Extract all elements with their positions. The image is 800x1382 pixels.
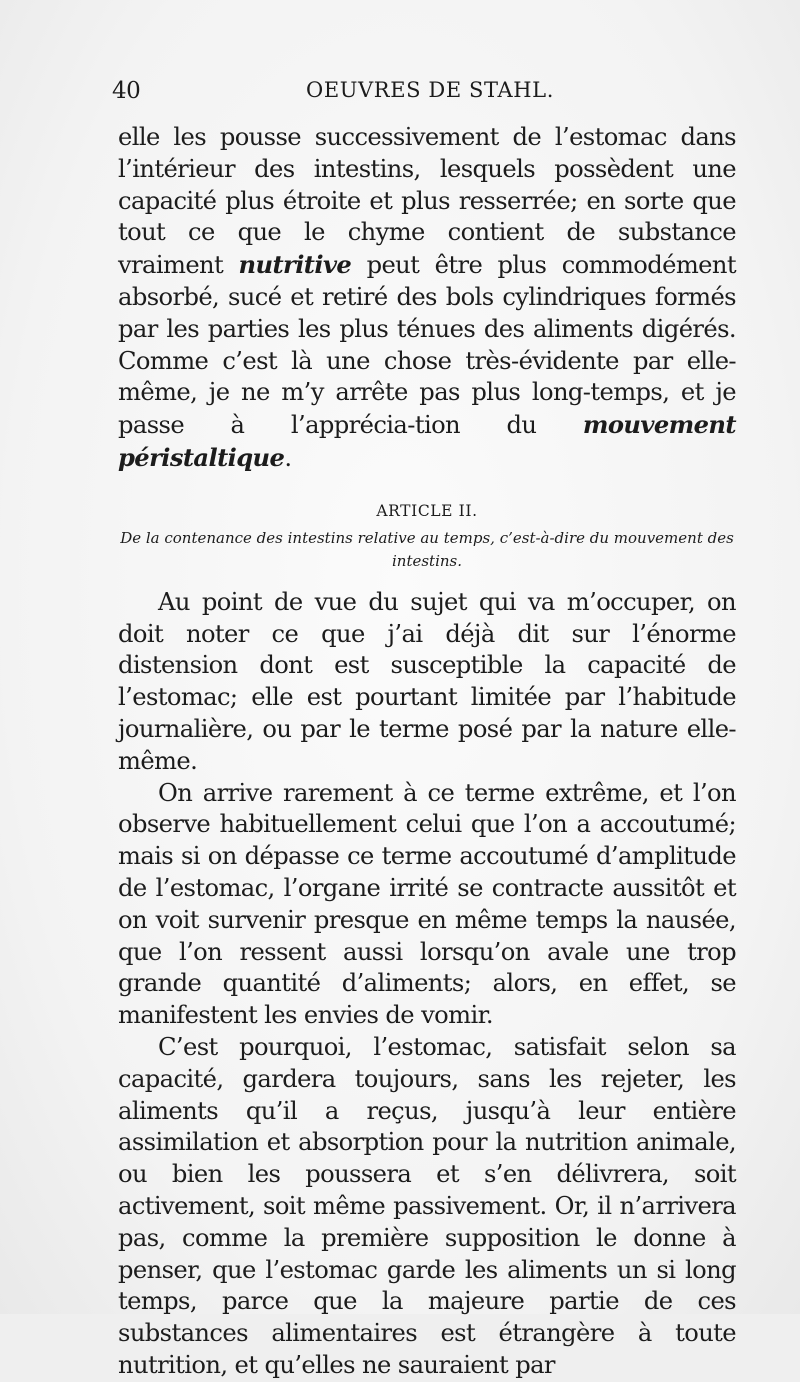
paragraph-1-emphasis-nutritive: nutritive xyxy=(238,250,352,280)
article-subtitle: De la contenance des intestins relative au temps, c’est-à-dire du mouvement des intestins. xyxy=(120,528,734,570)
body-text xyxy=(118,122,736,1382)
article-heading: ARTICLE II. xyxy=(376,501,478,520)
paragraph-1-text-c: . xyxy=(284,443,292,472)
page-number: 40 xyxy=(112,78,141,104)
running-title: OEUVRES DE STAHL. xyxy=(306,78,554,102)
paragraph-1-text-a: elle les pousse successivement de l’estomac dans l’intérieur des intestins, lesquels possèdent une capacité plus étroite et plus resserrée; en sorte que tout ce que le chyme contient de substance vraiment xyxy=(118,123,736,280)
paragraph-1-text-b: peut être plus commodément absorbé, sucé et retiré des bols cylindriques formés par les parties les plus ténues des aliments digérés. Comme c’est là une chose très-évidente par elle-même, je ne m’y arrête pas plus long-temps, et je passe à l’apprécia-tion du xyxy=(118,251,736,440)
paragraph-2: Au point de vue du sujet qui va m’occuper, on doit noter ce que j’ai déjà dit sur l’énorme distension dont est susceptible la capacité de l’estomac; elle est pourtant limitée par l’habitude journalière, ou par le terme posé par la nature elle-même. xyxy=(118,587,736,775)
paragraph-3: On arrive rarement à ce terme extrême, et l’on observe habituellement celui que l’on a accoutumé; mais si on dépasse ce terme accoutumé d’amplitude de l’estomac, l’organe irrité se contracte aussitôt et on voit survenir presque en même temps la nausée, que l’on ressent aussi lorsqu’on avale une trop grande quantité d’aliments; alors, en effet, se manifestent les envies de vomir. xyxy=(118,778,736,1030)
page-header xyxy=(112,78,732,112)
paragraph-1 xyxy=(118,122,736,475)
paragraph-4: C’est pourquoi, l’estomac, satisfait selon sa capacité, gardera toujours, sans les rejeter, les aliments qu’il a reçus, jusqu’à leur entière assimilation et absorption pour la nutrition animale, ou bien les poussera et s’en délivrera, soit activement, soit même passivement. Or, il n’arrivera pas, comme la première supposition le donne à penser, que l’estomac garde les aliments un si long temps, parce que la majeure partie de ces substances alimentaires est étrangère à toute nutrition, et qu’elles ne sauraient par xyxy=(118,1032,736,1379)
paragraph-1-emphasis-peristaltique: mouvement péristaltique xyxy=(118,410,736,472)
